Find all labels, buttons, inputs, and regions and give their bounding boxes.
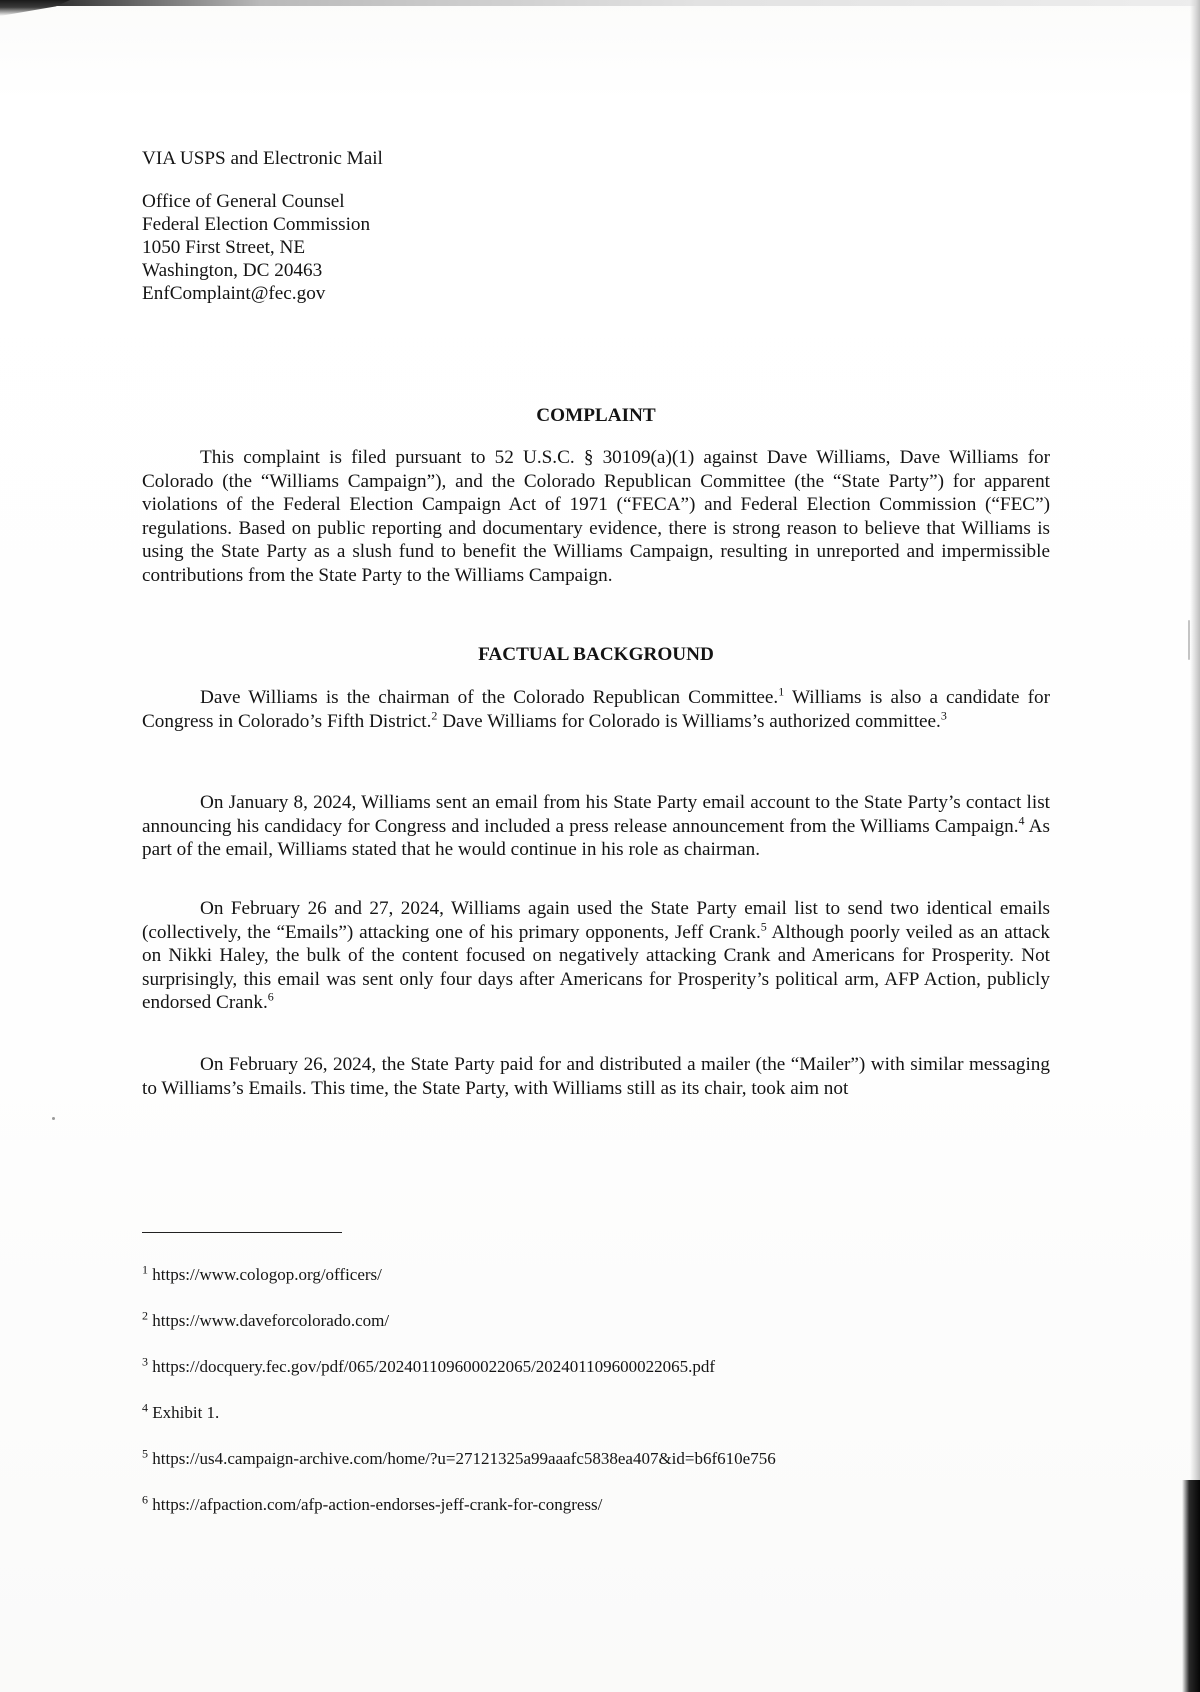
paragraph-text: Dave Williams for Colorado is Williams’s authorized committee. <box>437 710 941 732</box>
footnote-number: 6 <box>142 1492 148 1507</box>
footnote-ref: 4 <box>1018 813 1025 828</box>
footnote-5 <box>142 1448 1092 1469</box>
scan-speck <box>1188 620 1190 660</box>
paragraph-chairman <box>142 686 1050 733</box>
factual-background-heading: FACTUAL BACKGROUND <box>478 644 714 665</box>
footnote-ref: 6 <box>267 989 274 1004</box>
footnote-ref: 2 <box>431 708 438 723</box>
footnote-number: 4 <box>142 1400 148 1415</box>
address-line: Washington, DC 20463 <box>142 260 323 281</box>
footnote-link[interactable]: https://www.daveforcolorado.com/ <box>148 1311 390 1330</box>
footnote-number: 3 <box>142 1354 148 1369</box>
footnote-4 <box>142 1402 1092 1423</box>
footnote-ref: 3 <box>940 708 947 723</box>
scan-corner-shadow <box>0 0 70 16</box>
footnote-1 <box>142 1264 1092 1285</box>
footnote-number: 5 <box>142 1446 148 1461</box>
complaint-heading: COMPLAINT <box>536 405 656 426</box>
footnote-separator <box>142 1232 342 1233</box>
paragraph-january-email <box>142 791 1050 862</box>
scan-top-edge <box>0 0 1200 6</box>
delivery-method <box>142 147 1050 170</box>
recipient-address <box>142 190 1050 305</box>
footnote-6 <box>142 1494 1092 1515</box>
footnote-link[interactable]: https://docquery.fec.gov/pdf/065/202401109600022065/202401109600022065.pdf <box>148 1357 716 1376</box>
footnote-ref: 5 <box>760 919 767 934</box>
footnote-3 <box>142 1356 1092 1377</box>
footnote-link[interactable]: https://www.cologop.org/officers/ <box>148 1265 382 1284</box>
delivery-method-text: VIA USPS and Electronic Mail <box>142 148 383 169</box>
address-line: 1050 First Street, NE <box>142 237 306 258</box>
footnote-number: 2 <box>142 1308 148 1323</box>
footnote-2 <box>142 1310 1092 1331</box>
footnote-link[interactable]: https://us4.campaign-archive.com/home/?u=27121325a99aaafc5838ea407&id=b6f610e756 <box>148 1449 776 1468</box>
footnote-number: 1 <box>142 1262 148 1277</box>
footnote-link[interactable]: https://afpaction.com/afp-action-endorses-jeff-crank-for-congress/ <box>148 1495 603 1514</box>
paragraph-intro: This complaint is filed pursuant to 52 U.S.C. § 30109(a)(1) against Dave Williams, Dave Williams for Colorado (the “Williams Campaign”), and the Colorado Republican Committee (the “State Party”) for apparent violations of the Federal Election Campaign Act of 1971 (“FECA”) and Federal Election Commission (“FEC”) regulations. Based on public reporting and documentary evidence, there is strong reason to believe that Williams is using the State Party as a slush fund to benefit the Williams Campaign, resulting in unreported and impermissible contributions from the State Party to the Williams Campaign. <box>142 447 1050 586</box>
footnote-ref: 1 <box>778 684 785 699</box>
paragraph-text: Williams is also a candidate for Congress in Colorado’s Fifth District. <box>142 687 1050 732</box>
paragraph-text: On January 8, 2024, Williams sent an email from his State Party email account to the State Party’s contact list announcing his candidacy for Congress and included a press release announcement from the Williams Campaign. <box>142 792 1050 837</box>
scan-right-edge <box>1190 0 1200 1692</box>
paragraph-text: Although poorly veiled as an attack on Nikki Haley, the bulk of the content focused on negatively attacking Crank and Americans for Prosperity. Not surprisingly, this email was sent only four days after Americans for Prosperity’s political arm, AFP Action, publicly endorsed Crank. <box>142 921 1050 1013</box>
paragraph-text: On February 26 and 27, 2024, Williams again used the State Party email list to send two identical emails (collectively, the “Emails”) attacking one of his primary opponents, Jeff Crank. <box>142 898 1050 943</box>
address-email: EnfComplaint@fec.gov <box>142 283 326 304</box>
address-line: Federal Election Commission <box>142 214 371 235</box>
paragraph-mailer: On February 26, 2024, the State Party paid for and distributed a mailer (the “Mailer”) with similar messaging to Williams’s Emails. This time, the State Party, with Williams still as its chair, took aim not <box>142 1054 1050 1099</box>
footnote-text: Exhibit 1. <box>148 1403 220 1422</box>
paragraph-text: Dave Williams is the chairman of the Colorado Republican Committee. <box>200 687 779 708</box>
paragraph-text: As part of the email, Williams stated that he would continue in his role as chairman. <box>142 815 1050 860</box>
address-line: Office of General Counsel <box>142 191 345 212</box>
scan-speck <box>52 1117 55 1120</box>
paragraph-february-emails <box>142 897 1050 1015</box>
scan-right-bottom-shadow <box>1182 1480 1200 1692</box>
